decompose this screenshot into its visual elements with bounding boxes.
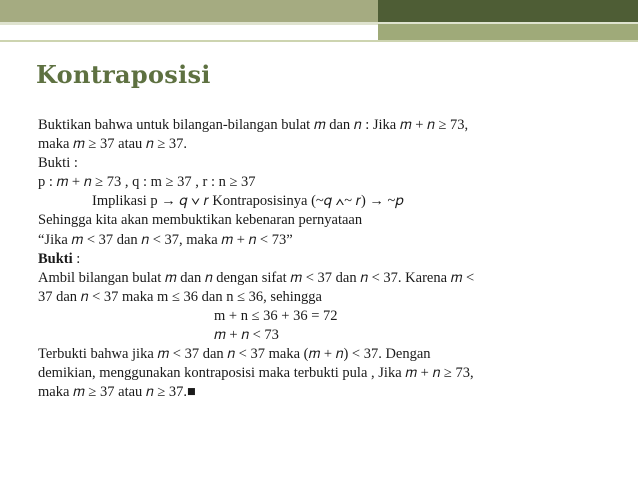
header-accent-block	[378, 24, 638, 40]
header-band-dark	[378, 0, 638, 22]
body-line-6: Sehingga kita akan membuktikan kebenaran pernyataan	[38, 212, 363, 229]
body-line-11: m + n ≤ 36 + 36 = 72	[214, 307, 338, 324]
body-line-5: Implikasi p → 𝑞 ∨ 𝑟 Kontraposisinya (~𝑞 ∧~ 𝑟) → ~𝑝	[92, 193, 404, 210]
body-line-12: 𝑚 + 𝑛 < 73	[214, 327, 279, 344]
body-line-4: p : 𝑚 + 𝑛 ≥ 73 , q : m ≥ 37 , r : n ≥ 37	[38, 174, 256, 191]
body-line-15: maka 𝑚 ≥ 37 atau 𝑛 ≥ 37.■	[38, 384, 196, 401]
slide-title: Kontraposisi	[36, 60, 211, 89]
header-band-light	[0, 0, 378, 22]
body-line-2: maka 𝑚 ≥ 37 atau 𝑛 ≥ 37.	[38, 136, 188, 153]
body-line-1: Buktikan bahwa untuk bilangan-bilangan bulat 𝑚 dan 𝑛 : Jika 𝑚 + 𝑛 ≥ 73,	[38, 117, 469, 133]
body-line-10: 37 dan 𝑛 < 37 maka m ≤ 36 dan n ≤ 36, sehingga	[38, 288, 322, 305]
body-line-8	[38, 250, 598, 269]
body-line-7: “Jika 𝑚 < 37 dan 𝑛 < 37, maka 𝑚 + 𝑛 < 73”	[38, 231, 293, 248]
slide-body	[38, 116, 598, 402]
bukti-label: Bukti	[38, 250, 73, 267]
body-line-3: Bukti :	[38, 155, 78, 172]
body-line-9: Ambil bilangan bulat 𝑚 dan 𝑛 dengan sifat 𝑚 < 37 dan 𝑛 < 37. Karena 𝑚 <	[38, 269, 475, 286]
body-line-13: Terbukti bahwa jika 𝑚 < 37 dan 𝑛 < 37 maka (𝑚 + 𝑛) < 37. Dengan	[38, 346, 431, 363]
bukti-colon: :	[72, 250, 81, 267]
body-line-14: demikian, menggunakan kontraposisi maka terbukti pula , Jika 𝑚 + 𝑛 ≥ 73,	[38, 365, 474, 382]
header-divider	[0, 40, 638, 42]
